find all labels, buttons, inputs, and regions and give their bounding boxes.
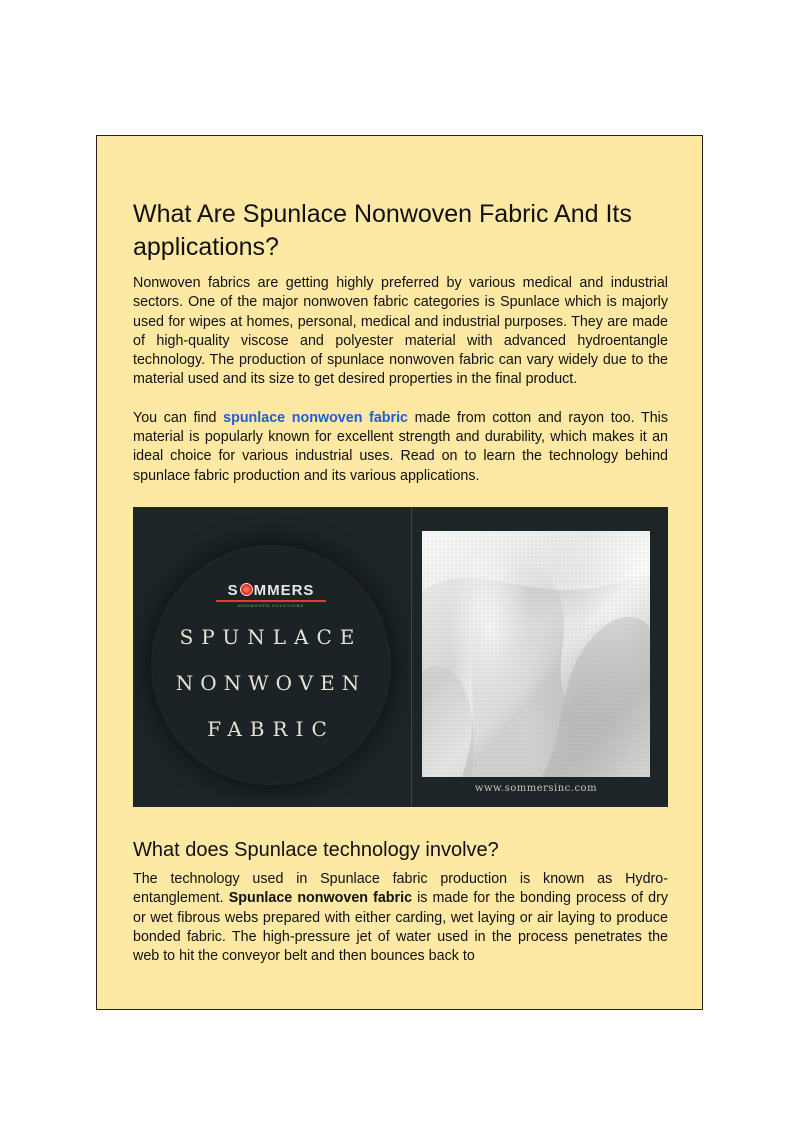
- second-paragraph-start: You can find: [133, 409, 224, 426]
- hero-word-nonwoven: NONWOVEN: [175, 670, 367, 695]
- website-watermark: www.sommersinc.com: [474, 782, 598, 794]
- hero-word-fabric: FABRIC: [207, 716, 335, 741]
- logo-text-end: MMERS: [253, 581, 315, 599]
- spunlace-fabric-link[interactable]: spunlace nonwoven fabric: [223, 409, 409, 426]
- intro-paragraph: Nonwoven fabrics are getting highly preferred by various medical and industrial sectors. One of the major nonwoven fabric categories is Spunlace which is majorly used for wipes at homes, personal, medical and industrial purposes. They are made of high-quality viscose and polyester material with advanced hydroentangle technology. The production of spunlace nonwoven fabric can vary widely due to the material used and its size to get desired properties in the final product.: [133, 275, 668, 388]
- fabric-photo: [422, 531, 650, 777]
- hero-image: [133, 507, 668, 807]
- second-paragraph-end: made from cotton and rayon too. This material is popularly known for excellent strength and durability, which makes it an ideal choice for various industrial uses. Read on to learn the technology behind spunlace fabric production and its various applications.: [133, 409, 668, 484]
- logo-flower-icon: [240, 583, 253, 596]
- section-paragraph-start: The technology used in Spunlace fabric production is known as Hydro-entanglement.: [133, 870, 668, 907]
- article-content: [133, 198, 668, 966]
- sommers-logo: [151, 583, 391, 608]
- logo-text-start: S: [227, 581, 239, 599]
- section-paragraph-end: is made for the bonding process of dry or wet fibrous webs prepared with either carding, wet laying or air laying to produce bonded fabric. The high-pressure jet of water used in the process penetrates the web to hit the conveyor belt and then bounces back to: [133, 890, 668, 965]
- article-title: What Are Spunlace Nonwoven Fabric And Its applications?: [133, 200, 632, 261]
- logo-underline: [216, 600, 326, 602]
- hero-circle: [151, 545, 391, 785]
- second-paragraph: [133, 409, 668, 486]
- section-paragraph: [133, 870, 668, 966]
- section-heading: What does Spunlace technology involve?: [133, 838, 499, 861]
- bold-keyword: Spunlace nonwoven fabric: [228, 890, 413, 907]
- hero-divider: [411, 507, 412, 807]
- fabric-folds-graphic: [422, 531, 650, 777]
- hero-word-spunlace: SPUNLACE: [179, 624, 363, 649]
- logo-subtitle: NONWOVEN SOLUTIONS: [237, 602, 305, 608]
- page-card: [96, 135, 703, 1010]
